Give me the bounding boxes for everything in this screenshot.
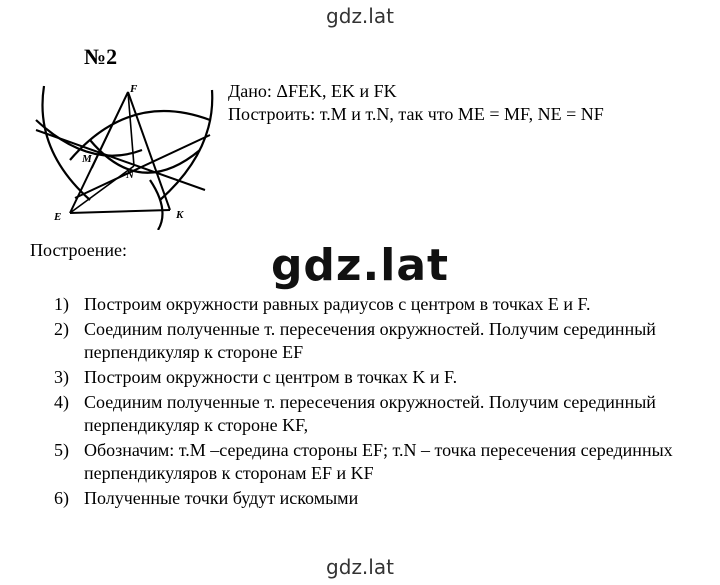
- construction-heading: Построение:: [30, 240, 127, 260]
- task-statement: Построить: т.M и т.N, так что ME = MF, NE = NF: [228, 104, 604, 124]
- step-text: Построим окружности с центром в точках K и F.: [84, 367, 458, 387]
- label-K: K: [176, 209, 184, 221]
- label-N: N: [126, 169, 134, 181]
- bisector-EF: [36, 130, 205, 190]
- watermark-top: gdz.lat: [326, 4, 394, 28]
- step-text: Обозначим: т.M –середина стороны EF; т.N – точка пересечения серединных перпендикуляров к сторонам EF и KF: [84, 440, 673, 483]
- step-item: [54, 318, 704, 364]
- watermark-bottom: gdz.lat: [326, 555, 394, 579]
- step-number: 4): [54, 392, 69, 412]
- step-item: [54, 487, 704, 510]
- step-item: [54, 391, 704, 437]
- step-text: Построим окружности равных радиусов с центром в точках E и F.: [84, 294, 591, 314]
- step-text: Соединим полученные т. пересечения окружностей. Получим серединный перпендикуляр к стороне EF: [84, 319, 656, 362]
- side-EK: [70, 210, 170, 213]
- label-M: M: [82, 153, 92, 165]
- given-block: [228, 80, 604, 126]
- label-E: E: [54, 211, 62, 223]
- step-item: [54, 366, 704, 389]
- given-line: Дано: ΔFEK, EK и FK: [228, 81, 397, 101]
- step-text: Соединим полученные т. пересечения окружностей. Получим серединный перпендикуляр к стороне KF,: [84, 392, 656, 435]
- step-number: 2): [54, 319, 69, 339]
- side-FK: [128, 92, 170, 210]
- step-item: [54, 439, 704, 485]
- step-number: 6): [54, 488, 69, 508]
- geometry-figure: [30, 80, 220, 230]
- construction-steps: [54, 293, 704, 512]
- task-number: №2: [84, 44, 118, 69]
- label-F: F: [130, 83, 138, 95]
- watermark-middle: gdz.lat: [270, 240, 450, 291]
- step-item: [54, 293, 704, 316]
- arc-bottom-right: [150, 180, 163, 230]
- step-text: Полученные точки будут искомыми: [84, 488, 359, 508]
- step-number: 1): [54, 294, 69, 314]
- step-number: 3): [54, 367, 69, 387]
- step-number: 5): [54, 440, 69, 460]
